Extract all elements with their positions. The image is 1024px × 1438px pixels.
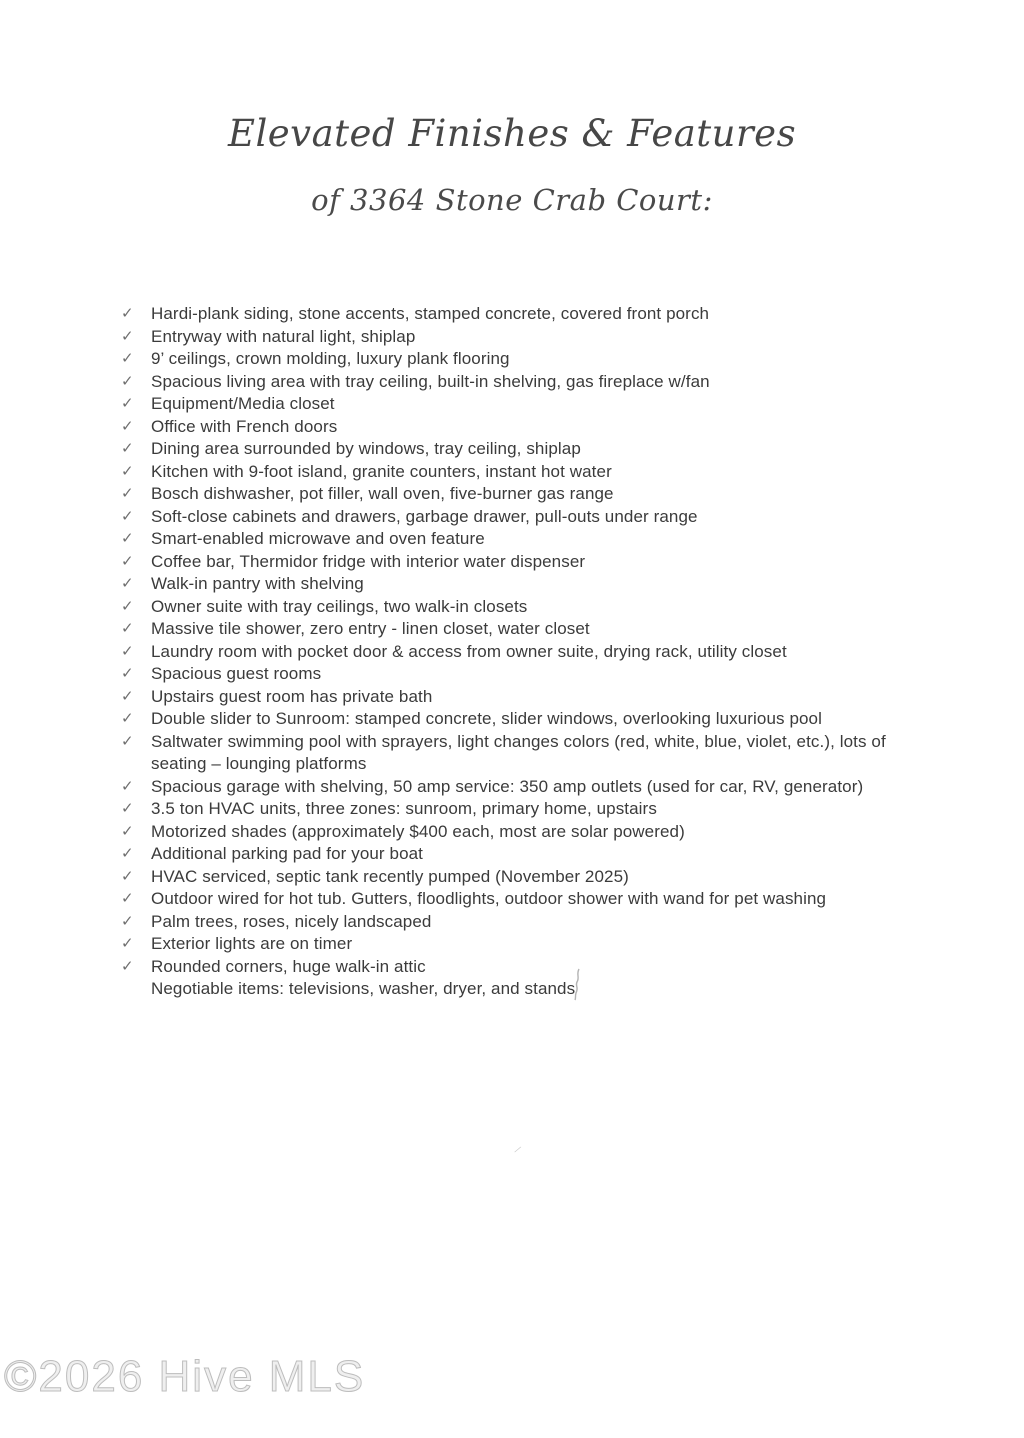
checkmark-icon: ✓ — [121, 687, 134, 705]
list-item — [121, 438, 911, 461]
document-page — [0, 112, 1024, 1438]
list-item — [121, 573, 911, 596]
checkmark-icon: ✓ — [121, 935, 134, 952]
feature-text: Spacious living area with tray ceiling, built-in shelving, gas fireplace w/fan — [151, 371, 710, 391]
list-item — [121, 866, 911, 889]
feature-text: Outdoor wired for hot tub. Gutters, floodlights, outdoor shower with wand for pet washing — [151, 889, 827, 908]
list-item — [121, 303, 911, 326]
list-item — [121, 348, 911, 371]
list-item — [121, 888, 911, 911]
checkmark-icon: ✓ — [121, 485, 134, 502]
checkmark-icon: ✓ — [121, 845, 134, 862]
feature-text: Spacious guest rooms — [151, 664, 322, 683]
checkmark-icon: ✓ — [121, 507, 134, 525]
list-item — [121, 551, 911, 574]
list-item — [121, 483, 911, 506]
checkmark-icon: ✓ — [121, 710, 134, 727]
checkmark-icon: ✓ — [121, 440, 134, 457]
checkmark-icon: ✓ — [121, 305, 134, 322]
checkmark-icon: ✓ — [121, 597, 134, 615]
list-item — [121, 416, 911, 439]
list-item — [121, 776, 911, 799]
feature-text: Additional parking pad for your boat — [151, 844, 423, 863]
feature-text: 3.5 ton HVAC units, three zones: sunroom, primary home, upstairs — [151, 799, 657, 818]
feature-text: Double slider to Sunroom: stamped concrete, slider windows, overlooking luxurious pool — [151, 709, 822, 728]
feature-text: Bosch dishwasher, pot filler, wall oven, five-burner gas range — [151, 484, 614, 503]
feature-text: Soft-close cabinets and drawers, garbage drawer, pull-outs under range — [151, 506, 698, 526]
list-item — [121, 686, 911, 709]
list-item — [121, 596, 911, 619]
checkmark-icon: ✓ — [121, 552, 134, 570]
list-item — [121, 933, 911, 956]
feature-text: Hardi-plank siding, stone accents, stamped concrete, covered front porch — [151, 304, 710, 323]
feature-list — [121, 303, 911, 1001]
list-item — [121, 798, 911, 821]
feature-text: Spacious garage with shelving, 50 amp service: 350 amp outlets (used for car, RV, generator) — [151, 776, 864, 796]
list-item — [121, 528, 911, 551]
list-item — [121, 326, 911, 349]
checkmark-icon: ✓ — [121, 350, 134, 367]
feature-text: Walk-in pantry with shelving — [151, 574, 364, 593]
checkmark-icon: ✓ — [121, 620, 134, 637]
list-item — [121, 371, 911, 394]
checkmark-icon: ✓ — [121, 867, 134, 885]
feature-text: Coffee bar, Thermidor fridge with interior water dispenser — [151, 551, 586, 571]
list-item — [121, 821, 911, 844]
list-item — [121, 663, 911, 686]
checkmark-icon: ✓ — [121, 530, 134, 547]
feature-text: Office with French doors — [151, 416, 338, 436]
list-item — [121, 911, 911, 934]
feature-text: Entryway with natural light, shiplap — [151, 326, 416, 346]
watermark: ©2026 Hive MLS — [4, 1352, 366, 1401]
list-item — [121, 393, 911, 416]
checkmark-icon: ✓ — [121, 327, 134, 345]
checkmark-icon: ✓ — [121, 372, 134, 390]
list-item — [121, 956, 911, 979]
feature-text: Smart-enabled microwave and oven feature — [151, 529, 485, 548]
checkmark-icon: ✓ — [121, 890, 134, 907]
checkmark-icon: ✓ — [121, 575, 134, 592]
scan-speck-artifact: ⁄ — [515, 1145, 521, 1156]
checkmark-icon: ✓ — [121, 957, 134, 975]
feature-text: Dining area surrounded by windows, tray ceiling, shiplap — [151, 439, 581, 458]
list-item — [121, 461, 911, 484]
checkmark-icon: ✓ — [121, 417, 134, 435]
list-item — [121, 618, 911, 641]
feature-text: Exterior lights are on timer — [151, 934, 353, 953]
feature-text: Massive tile shower, zero entry - linen closet, water closet — [151, 619, 590, 638]
list-item — [121, 708, 911, 731]
feature-text: Rounded corners, huge walk-in attic — [151, 956, 426, 976]
checkmark-icon: ✓ — [121, 822, 134, 840]
checkmark-icon: ✓ — [121, 665, 134, 682]
feature-text: 9’ ceilings, crown molding, luxury plank flooring — [151, 349, 510, 368]
checkmark-icon: ✓ — [121, 912, 134, 930]
feature-text: HVAC serviced, septic tank recently pumped (November 2025) — [151, 866, 629, 886]
feature-text: Upstairs guest room has private bath — [151, 686, 433, 706]
checkmark-icon: ✓ — [121, 800, 134, 817]
checkmark-icon: ✓ — [121, 642, 134, 660]
feature-text: Palm trees, roses, nicely landscaped — [151, 911, 432, 931]
feature-text: Laundry room with pocket door & access from owner suite, drying rack, utility closet — [151, 641, 787, 661]
page-title: Elevated Finishes & Features — [227, 112, 797, 155]
feature-text: Motorized shades (approximately $400 each, most are solar powered) — [151, 821, 685, 841]
list-item — [121, 731, 911, 776]
list-item — [121, 506, 911, 529]
page-subtitle: of 3364 Stone Crab Court: — [311, 183, 713, 217]
feature-text: Kitchen with 9-foot island, granite counters, instant hot water — [151, 461, 612, 481]
checkmark-icon: ✓ — [121, 777, 134, 795]
feature-text: Negotiable items: televisions, washer, dryer, and stands — [151, 979, 576, 998]
feature-text: Owner suite with tray ceilings, two walk-in closets — [151, 596, 528, 616]
list-item — [121, 641, 911, 664]
list-item — [121, 843, 911, 866]
checkmark-icon: ✓ — [121, 462, 134, 480]
feature-text: Saltwater swimming pool with sprayers, light changes colors (red, white, blue, violet, etc.), lots of seating – lounging platforms — [151, 731, 886, 773]
list-item — [121, 978, 911, 1001]
checkmark-icon: ✓ — [121, 732, 134, 750]
checkmark-icon: ✓ — [121, 395, 134, 412]
feature-text: Equipment/Media closet — [151, 394, 335, 413]
